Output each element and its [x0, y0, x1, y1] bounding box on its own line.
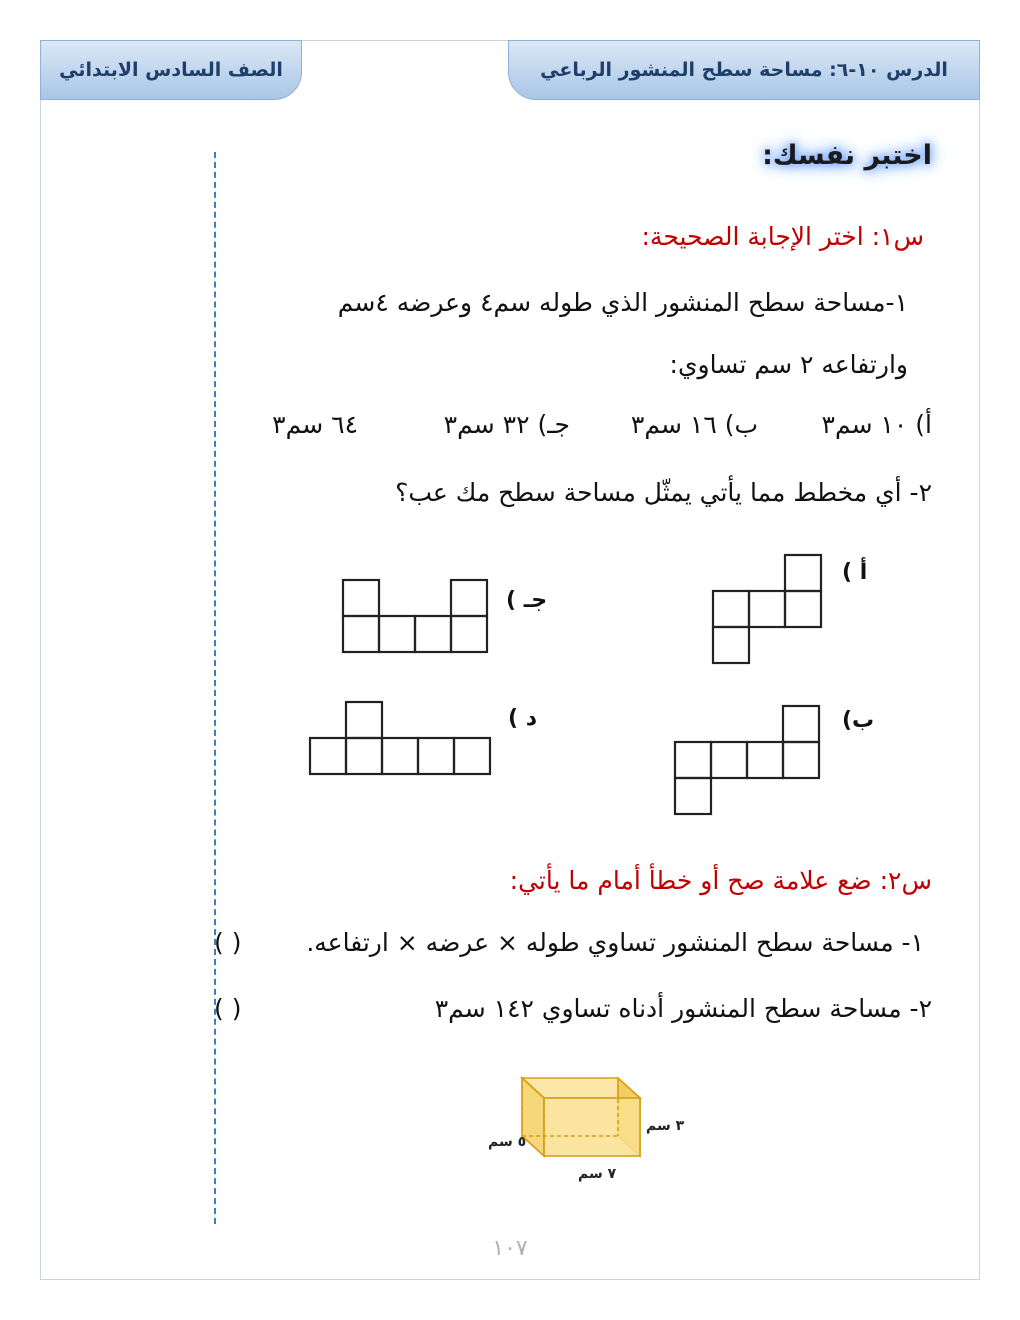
net-label-b[interactable]: ب) [842, 708, 875, 733]
option-a[interactable]: أ) ١٠ سم٣ [821, 410, 932, 439]
net-a [713, 555, 821, 663]
net-d [310, 702, 490, 774]
q1-item1-line1: ١-مساحة سطح المنشور الذي طوله سم٤ وعرضه ٤سم [337, 288, 908, 317]
q2-item2-answer-box[interactable]: ( ) [214, 994, 242, 1023]
net-label-d[interactable]: د ) [508, 706, 538, 731]
net-b [675, 706, 819, 814]
prism-height-label: ٣ سم [646, 1118, 685, 1134]
q2-item1: ١- مساحة سطح المنشور تساوي طوله × عرضه × ارتفاعه. [306, 928, 924, 957]
q2-title: س٢: ضع علامة صح أو خطأ أمام ما يأتي: [509, 866, 932, 895]
q1-item1-line2: وارتفاعه ٢ سم تساوي: [669, 350, 908, 379]
q2-item2: ٢- مساحة سطح المنشور أدناه تساوي ١٤٢ سم٣ [434, 994, 932, 1023]
net-label-c[interactable]: جـ ) [506, 588, 548, 613]
net-c [343, 580, 487, 652]
option-b[interactable]: ب) ١٦ سم٣ [630, 410, 758, 439]
q1-title: س١: اختر الإجابة الصحيحة: [641, 222, 924, 251]
option-d[interactable]: ٦٤ سم٣ [272, 410, 358, 439]
q1-item2: ٢- أي مخطط مما يأتي يمثّل مساحة سطح مك عب؟ [395, 478, 932, 507]
prism-length-label: ٧ سم [578, 1166, 617, 1182]
net-label-a[interactable]: أ ) [842, 560, 868, 585]
section-heading: اختبر نفسك: [762, 140, 932, 171]
grade-label: الصف السادس الابتدائي [59, 59, 283, 81]
q2-item1-answer-box[interactable]: ( ) [214, 928, 242, 957]
prism-width-label: ٥ سم [488, 1134, 527, 1150]
rectangular-prism [522, 1078, 640, 1156]
option-c[interactable]: جـ) ٣٢ سم٣ [443, 410, 570, 439]
lesson-title: الدرس ١٠-٦: مساحة سطح المنشور الرباعي [540, 59, 948, 81]
page-number: ١٠٧ [492, 1236, 528, 1261]
